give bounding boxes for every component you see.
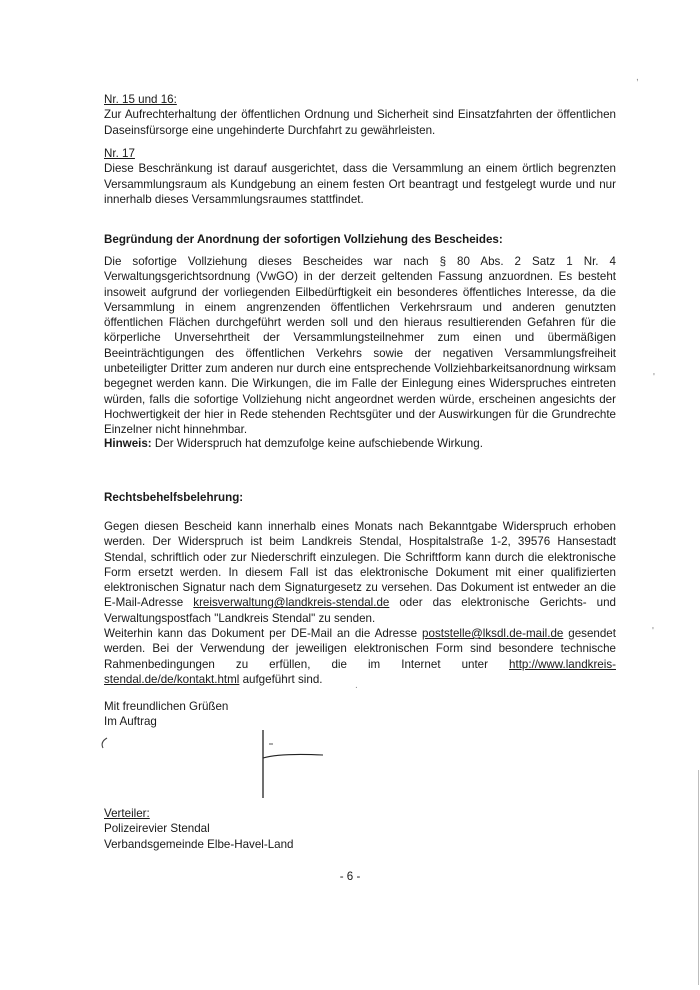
section-rechtsbehelf-heading: Rechtsbehelfsbelehrung: xyxy=(104,491,244,504)
scan-speck: ' xyxy=(652,626,654,637)
signature-mark xyxy=(95,720,325,805)
section-nr17-text: Diese Beschränkung ist darauf ausgerichtet, dass die Versammlung an einem örtlich begrenzten Versammlungsraum als Kundgebung an einem festen Ort beantragt und festgelegt wurde und nur innerhalb dieses Versammlungsraumes stattfindet. xyxy=(104,162,616,206)
rechtsbehelf-p2-b: gesendet werden. Bei der Verwendung der jeweiligen elektronischen Form sind besondere technische Rahmenbedingungen zu erfüllen, die im Internet unter xyxy=(104,627,616,671)
scan-speck: . xyxy=(355,680,358,691)
hinweis-text: Der Widerspruch hat demzufolge keine aufschiebende Wirkung. xyxy=(151,437,483,450)
page-number: - 6 - xyxy=(339,870,361,883)
verteiler-item: Verbandsgemeinde Elbe-Havel-Land xyxy=(104,837,294,851)
email-link-poststelle[interactable]: poststelle@lksdl.de-mail.de xyxy=(422,627,564,641)
scan-edge-line xyxy=(698,770,699,985)
section-rechtsbehelf-heading-wrap xyxy=(104,490,616,505)
section-nr17-heading: Nr. 17 xyxy=(104,147,135,160)
section-nr15-16 xyxy=(104,92,616,138)
url-link-kontakt[interactable]: http://www.landkreis-stendal.de/de/kontakt.html xyxy=(104,657,616,686)
verteiler-item: Polizeirevier Stendal xyxy=(104,822,210,836)
rechtsbehelf-p1-b: oder das elektronische Gerichts- und Verwaltungspostfach "Landkreis Stendal" zu senden. xyxy=(104,596,616,625)
rechtsbehelf-p1-a: Gegen diesen Bescheid kann innerhalb eines Monats nach Bekanntgabe Widerspruch erhoben werden. Der Widerspruch ist beim Landkreis Stendal, Hospitalstraße 1-2, 39576 Hansestadt Stendal, schriftlich oder zur Niederschrift einzulegen. Die Schriftform kann durch die elektronische Form ersetzt werden. In diesem Fall ist das elektronische Dokument mit einer qualifizierten elektronischen Signatur nach dem Signaturgesetz zu versehen. Das Dokument ist entweder an die E-Mail-Adresse xyxy=(104,520,616,610)
verteiler-heading: Verteiler: xyxy=(104,807,150,820)
verteiler xyxy=(104,806,616,852)
section-begruendung-heading: Begründung der Anordnung der sofortigen Vollziehung des Bescheides: xyxy=(104,233,503,246)
section-nr17 xyxy=(104,146,616,207)
rechtsbehelf-p2-a: Weiterhin kann das Dokument per DE-Mail an die Adresse xyxy=(104,627,423,641)
section-hinweis xyxy=(104,436,616,451)
scan-speck: , xyxy=(636,72,639,83)
section-rechtsbehelf-text xyxy=(104,519,616,687)
section-nr15-16-heading: Nr. 15 und 16: xyxy=(104,93,177,106)
section-nr15-16-text: Zur Aufrechterhaltung der öffentlichen Ordnung und Sicherheit sind Einsatzfahrten der öffentlichen Daseinsfürsorge eine ungehinderte Durchfahrt zu gewährleisten. xyxy=(104,108,616,137)
closing-im-auftrag: Im Auftrag xyxy=(104,715,157,729)
hinweis-label: Hinweis: xyxy=(104,437,152,450)
section-begruendung-text: Die sofortige Vollziehung dieses Bescheides war nach § 80 Abs. 2 Satz 1 Nr. 4 Verwaltungsgerichtsordnung (VwGO) in der derzeit geltenden Fassung anzuordnen. Es besteht insoweit aufgrund der vorliegenden Eilbedürftigkeit ein besonderes öffentliches Interesse, da die Versammlung in einem angrenzenden öffentlichen Verkehrsraum und anderen genutzten öffentlichen Flächen durchgeführt werden soll und den hieraus resultierenden Gefahren für die körperliche Unversehrtheit der Versammlungsteilnehmer zum einen und übermäßigen Beeinträchtigungen des öffentlichen Verkehrs sowie der negativen Versammlungsfreiheit unbeteiligter Dritter zum anderen nur durch eine entsprechende Vollziehbarkeitsanordnung wirksam begegnet werden kann. Die Wirkungen, die im Falle der Einlegung eines Widerspruches eintreten würden, falls die sofortige Vollziehung nicht angeordnet werden würde, erscheinen angesichts der Hochwertigkeit der hier in Rede stehenden Rechtsgüter und der Auswirkungen für die Grundrechte Einzelner nicht hinnehmbar. xyxy=(104,255,616,437)
email-link-kreisverwaltung[interactable]: kreisverwaltung@landkreis-stendal.de xyxy=(193,596,390,610)
rechtsbehelf-p2-c: aufgeführt sind. xyxy=(239,672,323,686)
closing-greeting: Mit freundlichen Grüßen xyxy=(104,700,229,713)
scan-speck: ' xyxy=(653,372,655,383)
section-begruendung-heading-wrap xyxy=(104,232,616,247)
